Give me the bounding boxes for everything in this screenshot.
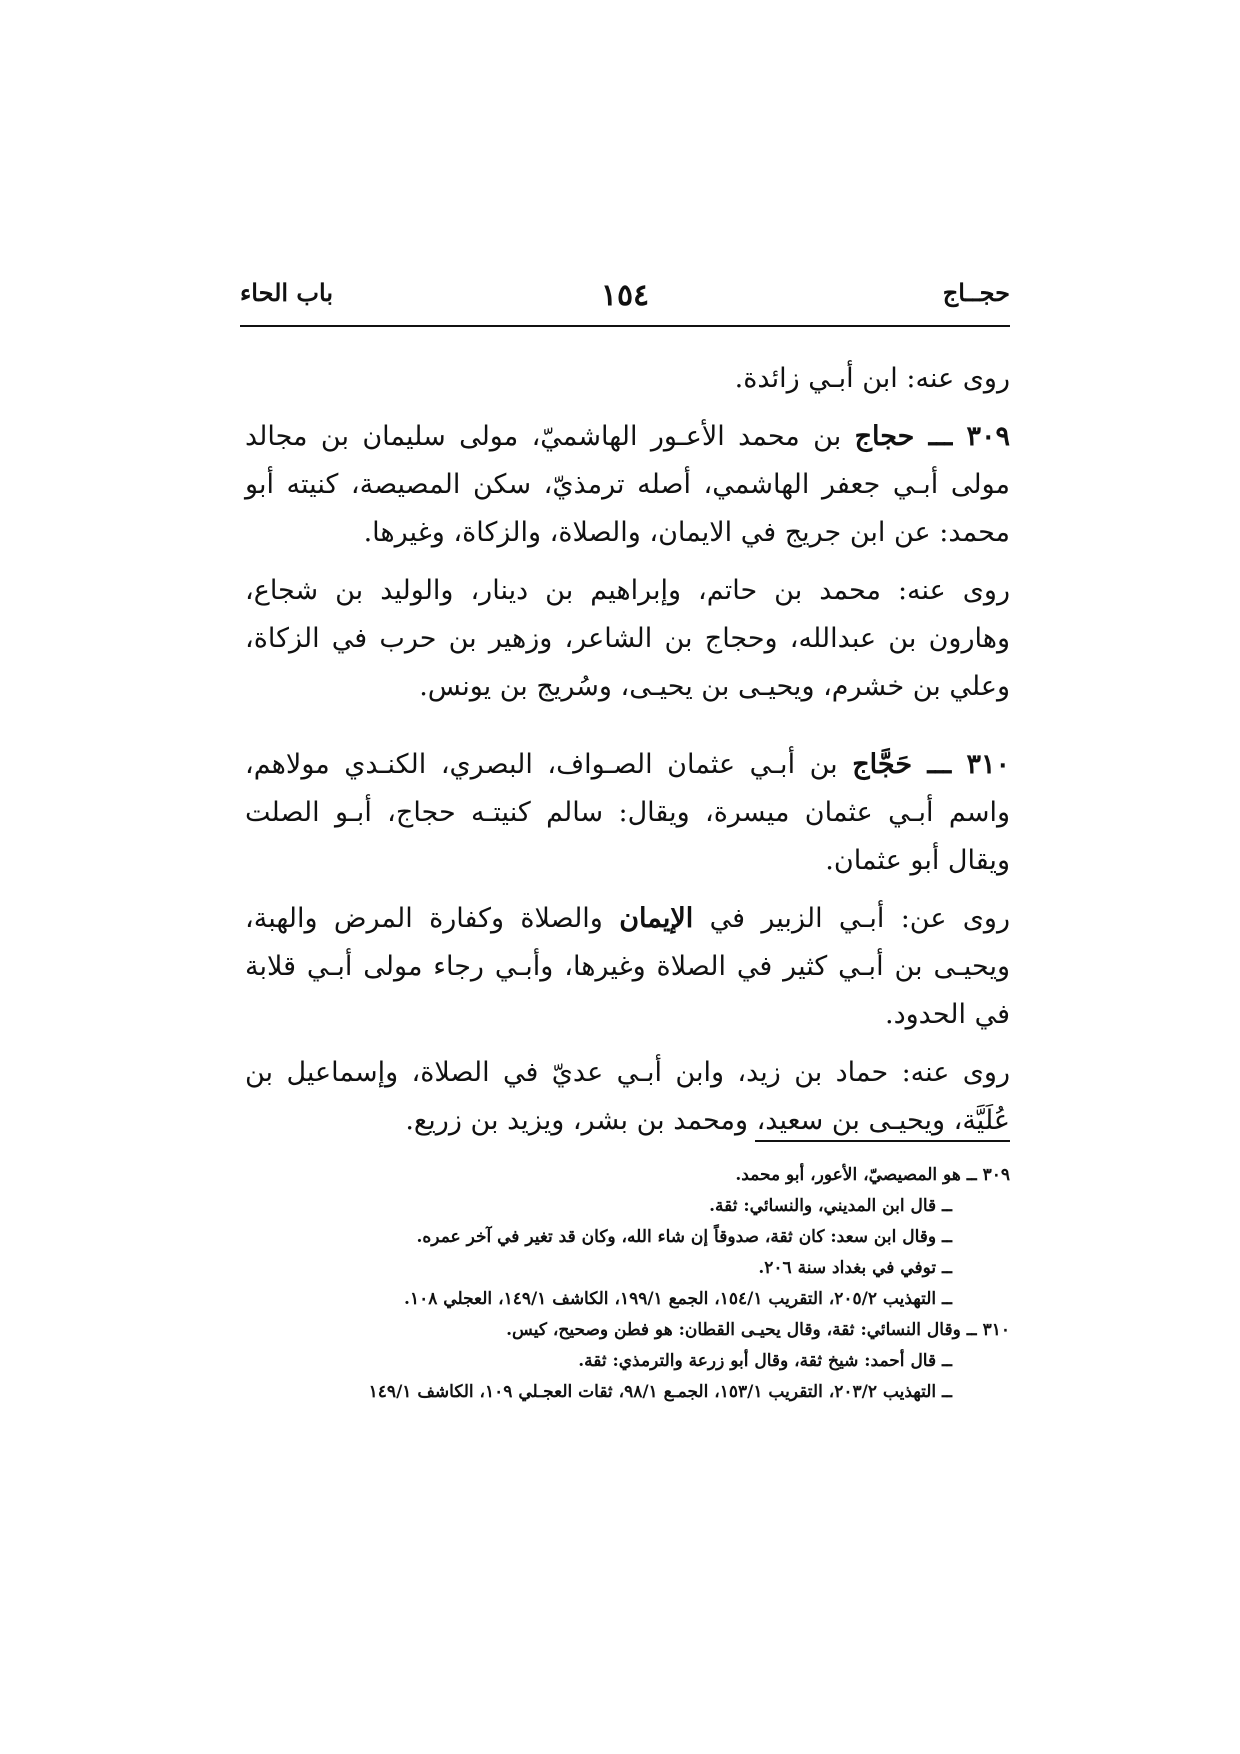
entry-text: بن أبـي عثمان الصـواف، البصري، الكنـدي مولاهم، واسم أبـي عثمان ميسرة، ويقال: سالم كنيتـه حجاج، أبـو الصلت ويقال أبو عثمان. [245, 749, 1010, 876]
page-number: ١٥٤ [600, 278, 650, 313]
footnote-line: ــ توفي في بغداد سنة ٢٠٦. [758, 1258, 952, 1278]
footnote-309-head: ٣٠٩ ــ هو المصيصيّ، الأعور، أبو محمد. [735, 1165, 1010, 1185]
entry-309 [245, 413, 1010, 557]
entry-310 [245, 741, 1010, 885]
entry-number: ٣٠٩ [966, 421, 1011, 452]
entry-309-narrators: روى عنه: محمد بن حاتم، وإبراهيم بن دينار، والوليد بن شجاع، وهارون بن عبدالله، وحجاج بن الشاعر، وزهير بن حرب في الزكاة، وعلي بن خشرم، ويحيـى بن يحيـى، وسُريج بن يونس. [245, 575, 1010, 702]
footnote-line: ــ التهذيب ٢٠٣/٢، التقريب ١٥٣/١، الجمـع ٩٨/١، ثقات العجـلي ١٠٩، الكاشف ١٤٩/١ [368, 1382, 952, 1402]
footnote-line: ــ وقال ابن سعد: كان ثقة، صدوقاً إن شاء الله، وكان قد تغير في آخر عمره. [416, 1227, 952, 1247]
text-part: روى عن: أبـي الزبير في [693, 903, 1011, 934]
footnote-line: ــ قال ابن المديني، والنسائي: ثقة. [709, 1196, 952, 1216]
entry-name: حَجَّاج [852, 749, 913, 780]
footnote-line: ــ قال أحمد: شيخ ثقة، وقال أبو زرعة والترمذي: ثقة. [578, 1351, 952, 1371]
footnote-divider [755, 1140, 1010, 1142]
entry-dash: ـــ [914, 421, 967, 452]
header-divider [240, 325, 1010, 327]
entry-name: حجاج [854, 421, 915, 452]
main-text [245, 355, 1010, 1155]
entry-dash: ـــ [912, 749, 967, 780]
running-header [240, 270, 1010, 330]
entry-310-narrated-from [245, 895, 1010, 1039]
entry-number: ٣١٠ [966, 749, 1010, 780]
header-entry-word: حجــاج [942, 278, 1010, 307]
entry-310-narrators: روى عنه: حماد بن زيد، وابن أبـي عديّ في الصلاة، وإسماعيل بن عُلَيَّة، ويحيـى بن سعيد، ومحمد بن بشر، ويزيد بن زريع. [245, 1057, 1010, 1136]
emphasized-word: الإيمان [619, 903, 694, 934]
footnote-310-head: ٣١٠ ــ وقال النسائي: ثقة، وقال يحيـى القطان: هو فطن وصحيح، كيس. [506, 1320, 1010, 1340]
footnote-line: ــ التهذيب ٢٠٥/٢، التقريب ١٥٤/١، الجمع ١٩٩/١، الكاشف ١٤٩/١، العجلي ١٠٨. [404, 1289, 952, 1309]
header-chapter-title: باب الحاء [240, 278, 334, 307]
entry-text: بن محمد الأعـور الهاشميّ، مولى سليمان بن مجالد مولى أبـي جعفر الهاشمي، أصله ترمذيّ، سكن المصيصة، كنيته أبو محمد: عن ابن جريج في الايمان، والصلاة، والزكاة، وغيرها. [245, 421, 1010, 548]
text-part: والصلاة وكفارة المرض والهبة، ويحيـى بن أبـي كثير في الصلاة وغيرها، وأبـي رجاء مولى أبـي قلابة في الحدود. [245, 903, 1010, 1030]
narrators-from-previous-entry: روى عنه: ابن أبـي زائدة. [734, 363, 1010, 394]
footnotes [270, 1160, 1010, 1408]
